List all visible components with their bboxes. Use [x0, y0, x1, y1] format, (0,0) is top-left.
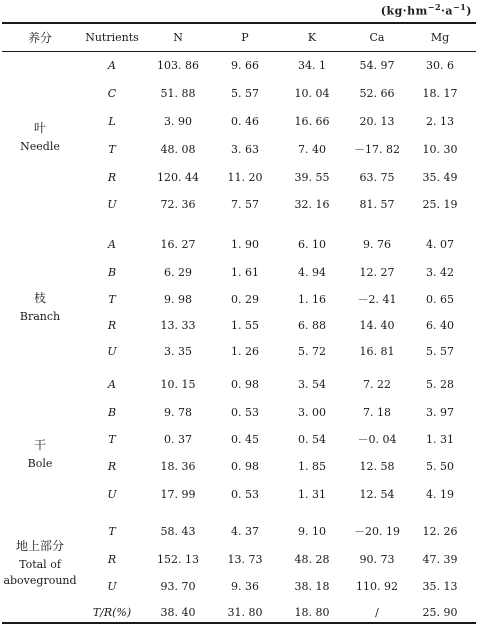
- row-code: U: [107, 488, 117, 501]
- column-header: 养分: [27, 31, 53, 45]
- table-cell: 16. 66: [294, 115, 330, 128]
- table-cell: 48. 08: [160, 143, 196, 156]
- row-code: U: [107, 580, 117, 593]
- table-cell: 0. 53: [231, 406, 259, 419]
- table-cell: 7. 18: [363, 406, 391, 419]
- row-code: C: [107, 87, 117, 100]
- table-cell: －2. 41: [357, 293, 397, 306]
- table-cell: 51. 88: [160, 87, 196, 100]
- group-label: [3, 538, 76, 588]
- row-code: U: [107, 198, 117, 211]
- table-cell: －20. 19: [354, 525, 400, 538]
- table-cell: 34. 1: [298, 59, 326, 72]
- table-cell: 2. 13: [426, 115, 454, 128]
- table-cell: 18. 17: [422, 87, 458, 100]
- table-cell: 110. 92: [356, 580, 398, 593]
- table-cell: 6. 40: [426, 319, 454, 332]
- table-cell: 17. 99: [160, 488, 196, 501]
- row-code: T: [108, 433, 116, 446]
- table-cell: 4. 94: [298, 266, 326, 279]
- group-label: [20, 120, 60, 154]
- table-cell: 1. 61: [231, 266, 259, 279]
- table-cell: 5. 57: [426, 345, 454, 358]
- table-cell: 0. 45: [231, 433, 259, 446]
- table-cell: 9. 76: [363, 238, 391, 251]
- row-code: R: [107, 460, 117, 473]
- table-cell: 81. 57: [359, 198, 395, 211]
- table-cell: 12. 27: [359, 266, 395, 279]
- table-cell: 25. 19: [422, 198, 458, 211]
- table-cell: 1. 31: [298, 488, 326, 501]
- table-cell: /: [375, 606, 379, 619]
- unit-label: $(kg\cdot hm^{-2}\cdot a^{-1})$: [380, 2, 472, 18]
- column-header: Nutrients: [85, 31, 139, 44]
- group-label-en: Needle: [20, 140, 60, 153]
- table-cell: 12. 26: [422, 525, 458, 538]
- table-cell: 13. 73: [227, 553, 263, 566]
- table-cell: 120. 44: [157, 171, 199, 184]
- table-cell: 0. 46: [231, 115, 259, 128]
- table-cell: 5. 57: [231, 87, 259, 100]
- table-cell: 12. 58: [359, 460, 395, 473]
- group-label-en: Total of: [19, 558, 61, 571]
- group-label-zh: 干: [33, 438, 47, 452]
- table-cell: 0. 37: [164, 433, 192, 446]
- table-cell: 13. 33: [160, 319, 196, 332]
- table-cell: 11. 20: [227, 171, 263, 184]
- table-cell: 47. 39: [422, 553, 458, 566]
- table-cell: 39. 55: [294, 171, 330, 184]
- group-label-en-line2: aboveground: [3, 574, 77, 587]
- table-cell: 0. 65: [426, 293, 454, 306]
- table-cell: 9. 10: [298, 525, 326, 538]
- row-code: R: [107, 171, 117, 184]
- table-cell: 1. 90: [231, 238, 259, 251]
- table-cell: 3. 63: [231, 143, 259, 156]
- row-code: B: [107, 266, 117, 279]
- table-cell: 9. 36: [231, 580, 259, 593]
- table-cell: 4. 19: [426, 488, 454, 501]
- table-cell: 30. 6: [426, 59, 454, 72]
- table-cell: 6. 88: [298, 319, 326, 332]
- row-code: U: [107, 345, 117, 358]
- table-cell: 16. 27: [160, 238, 196, 251]
- table-cell: 48. 28: [294, 553, 330, 566]
- table-header-rule: [2, 51, 476, 52]
- table-cell: 9. 98: [164, 293, 192, 306]
- table-cell: 58. 43: [160, 525, 196, 538]
- table-cell: 7. 22: [363, 378, 391, 391]
- table-cell: 0. 53: [231, 488, 259, 501]
- group-label: [20, 290, 60, 324]
- row-code: A: [108, 59, 116, 72]
- table-bottom-rule: [2, 622, 476, 624]
- table-cell: 10. 30: [422, 143, 458, 156]
- table-cell: 90. 73: [359, 553, 395, 566]
- table-cell: 1. 31: [426, 433, 454, 446]
- table-cell: 0. 29: [231, 293, 259, 306]
- column-header: P: [241, 31, 249, 44]
- table-cell: 3. 42: [426, 266, 454, 279]
- table-cell: －0. 04: [357, 433, 397, 446]
- table-cell: 6. 10: [298, 238, 326, 251]
- table-cell: 93. 70: [160, 580, 196, 593]
- table-cell: 38. 18: [294, 580, 330, 593]
- column-header: K: [307, 31, 317, 44]
- table-cell: 9. 78: [164, 406, 192, 419]
- row-code: L: [108, 115, 116, 128]
- table-cell: 5. 50: [426, 460, 454, 473]
- table-cell: 103. 86: [157, 59, 199, 72]
- table-cell: 20. 13: [359, 115, 395, 128]
- group-label-zh: 地上部分: [15, 539, 64, 553]
- table-cell: 1. 26: [231, 345, 259, 358]
- table-cell: 3. 97: [426, 406, 454, 419]
- table-cell: 7. 40: [298, 143, 326, 156]
- table-cell: 4. 37: [231, 525, 259, 538]
- table-cell: 6. 29: [164, 266, 192, 279]
- row-code: T: [108, 143, 116, 156]
- table-cell: 5. 28: [426, 378, 454, 391]
- table-cell: 7. 57: [231, 198, 259, 211]
- group-label: [28, 437, 53, 471]
- table-cell: 1. 55: [231, 319, 259, 332]
- table-cell: 10. 04: [294, 87, 330, 100]
- table-cell: 63. 75: [359, 171, 395, 184]
- column-header: Mg: [430, 31, 450, 44]
- table-cell: 12. 54: [359, 488, 395, 501]
- row-code: R: [107, 319, 117, 332]
- row-code: B: [107, 406, 117, 419]
- table-cell: 0. 98: [231, 378, 259, 391]
- table-cell: 152. 13: [157, 553, 199, 566]
- table-cell: 9. 66: [231, 59, 259, 72]
- table-cell: 0. 54: [298, 433, 326, 446]
- table-cell: 3. 00: [298, 406, 326, 419]
- table-top-rule: [2, 22, 476, 24]
- row-code: T: [108, 525, 116, 538]
- table-cell: －17. 82: [354, 143, 400, 156]
- row-code: A: [108, 378, 116, 391]
- table-cell: 5. 72: [298, 345, 326, 358]
- table-cell: 3. 90: [164, 115, 192, 128]
- column-header: N: [173, 31, 183, 44]
- table-cell: 35. 49: [422, 171, 458, 184]
- table-cell: 14. 40: [359, 319, 395, 332]
- group-label-zh: 枝: [33, 291, 47, 305]
- table-cell: 54. 97: [359, 59, 395, 72]
- table-cell: 18. 80: [294, 606, 330, 619]
- table-cell: 3. 35: [164, 345, 192, 358]
- table-cell: 4. 07: [426, 238, 454, 251]
- table-cell: 38. 40: [160, 606, 196, 619]
- table-cell: 0. 98: [231, 460, 259, 473]
- table-cell: 1. 16: [298, 293, 326, 306]
- table-cell: 52. 66: [359, 87, 395, 100]
- row-code: A: [108, 238, 116, 251]
- table-cell: 1. 85: [298, 460, 326, 473]
- column-header: Ca: [369, 31, 385, 44]
- table-cell: 25. 90: [422, 606, 458, 619]
- table-cell: 32. 16: [294, 198, 330, 211]
- table-cell: 72. 36: [160, 198, 196, 211]
- table-cell: 3. 54: [298, 378, 326, 391]
- group-label-en: Bole: [27, 457, 53, 470]
- table-cell: 16. 81: [359, 345, 395, 358]
- row-code: T/R(%): [92, 606, 132, 619]
- table-cell: 35. 13: [422, 580, 458, 593]
- row-code: R: [107, 553, 117, 566]
- table-cell: 18. 36: [160, 460, 196, 473]
- table-cell: 31. 80: [227, 606, 263, 619]
- group-label-zh: 叶: [33, 121, 46, 135]
- table-cell: 10. 15: [160, 378, 196, 391]
- group-label-en: Branch: [19, 310, 61, 323]
- row-code: T: [108, 293, 116, 306]
